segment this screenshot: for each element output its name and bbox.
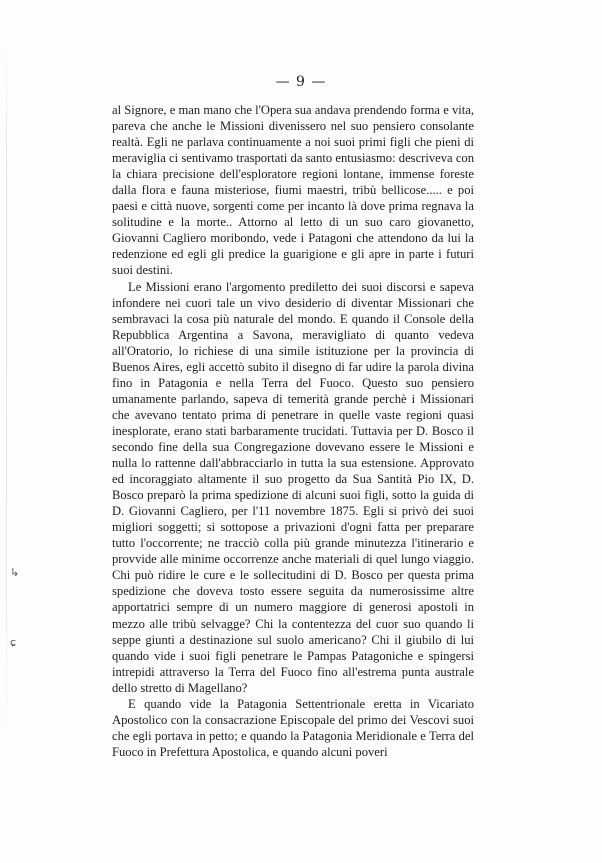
body-text	[112, 102, 474, 760]
margin-pencil-mark: ɕ	[10, 636, 17, 649]
scan-edge-shadow	[6, 40, 7, 740]
paragraph-patagonia: E quando vide la Patagonia Settentrionale eretta in Vicariato Apostolico con la consacrazione Episcopale del primo dei Vescovi suoi che egli portava in petto; e quando la Patagonia Meridionale e Terra del Fuoco in Prefettura Apostolica, e quando alcuni poveri	[112, 696, 474, 759]
paragraph-missions: Le Missioni erano l'argomento prediletto dei suoi discorsi e sapeva infondere nei cuori tale un vivo desiderio di diventar Missionari che sembravaci la cosa più naturale del mondo. E quando il Console della Repubblica Argentina a Savona, meravigliato di quanto vedeva all'Oratorio, lo richiese di una simile istituzione per la provincia di Buenos Aires, egli accettò subito il disegno di far udire la parola divina fino in Patagonia e nella Terra del Fuoco. Questo suo pensiero umanamente parlando, sapeva di temerità grande perchè i Missionari che avevano tentato prima di penetrare in quelle vaste regioni quasi inesplorate, erano stati barbaramente trucidati. Tuttavia per D. Bosco il secondo fine della sua Congregazione dovevano essere le Missioni e nulla lo rattenne dall'abbracciarlo in tutta la sua estensione. Approvato ed incoraggiato altamente il suo progetto da Sua Santità Pio IX, D. Bosco preparò la prima spedizione di alcuni suoi figli, sotto la guida di D. Giovanni Cagliero, per l'11 novembre 1875. Egli si privò dei suoi migliori soggetti; si sottopose a privazioni d'ogni fatta per preparare tutto l'occorrente; ne tracciò colla più grande minutezza l'itinerario e provvide alle minime occorrenze anche materiali di quel lungo viaggio. Chi può ridire le cure e le sollecitudini di D. Bosco per questa prima spedizione che doveva tosto essere seguita da numerosissime altre apportatrici sempre di un numero maggiore di generosi apostoli in mezzo alle tribù selvagge? Chi la contentezza del cuor suo quando li seppe giunti a destinazione sul suolo americano? Chi il giubilo di lui quando vide i suoi figli penetrare le Pampas Patagoniche e spingersi intrepidi attraverso la Terra del Fuoco fino all'estrema punta australe dello stretto di Magellano?	[112, 279, 474, 695]
paragraph-continued: al Signore, e man mano che l'Opera sua andava prendendo forma e vita, pareva che anche le Missioni divenissero nel suo pensiero consolante realtà. Egli ne parlava continuamente a noi suoi primi figli che pieni di meraviglia ci sentivamo trasportati da santo entusiasmo: descriveva con la chiara precisione dell'esploratore regioni lontane, immense foreste dalla flora e fauna misteriose, fiumi maestri, tribù bellicose..... e poi paesi e città nuove, sorgenti come per incanto là dove prima regnava la solitudine e la morte.. Attorno al letto di un suo caro giovanetto, Giovanni Cagliero moribondo, vede i Patagoni che attendono da lui la redenzione ed egli gli predice la guarigione e gli apre in parte i futuri suoi destini.	[112, 103, 474, 278]
margin-tick-mark: ↳	[10, 566, 20, 579]
page-number: — 9 —	[275, 74, 327, 90]
